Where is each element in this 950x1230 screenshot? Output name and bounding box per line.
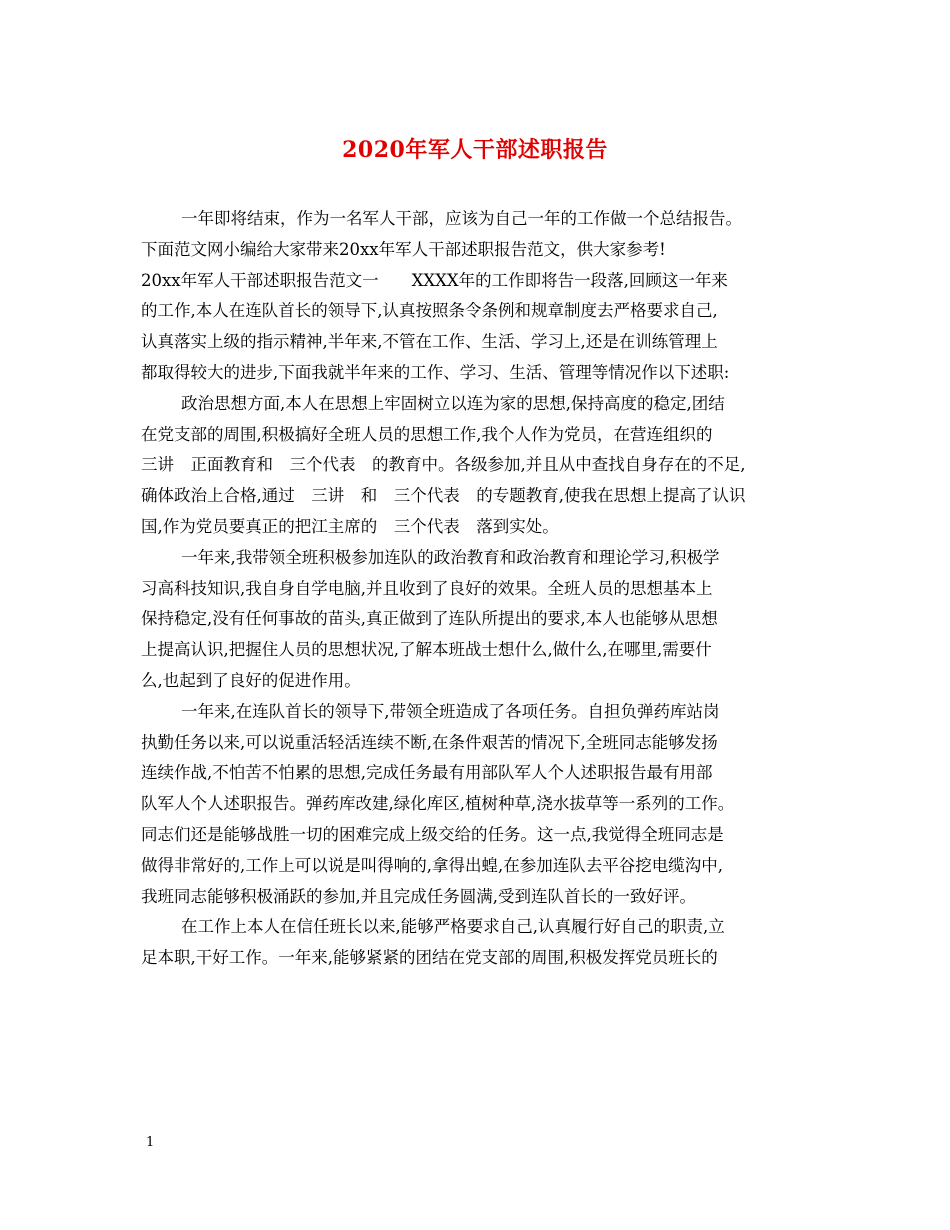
paragraph-line: 认真落实上级的指示精神,半年来,不管在工作、生活、学习上,还是在训练管理上 (141, 332, 718, 352)
paragraph-line: 连续作战,不怕苦不怕累的思想,完成任务最有用部队军人个人述职报告最有用部 (141, 763, 713, 783)
paragraph-line: 的工作,本人在连队首长的领导下,认真按照条令条例和规章制度去严格要求自己, (141, 301, 718, 321)
paragraph-line: 足本职,干好工作。一年来,能够紧紧的团结在党支部的周围,积极发挥党员班长的 (141, 948, 718, 968)
paragraph-line: 保持稳定,没有任何事故的苗头,真正做到了连队所提出的要求,本人也能够从思想 (141, 609, 718, 629)
paragraph-line: 都取得较大的进步,下面我就半年来的工作、学习、生活、管理等情况作以下述职: (141, 362, 730, 382)
paragraph-line: 上提高认识,把握住人员的思想状况,了解本班战士想什么,做什么,在哪里,需要什 (141, 640, 712, 660)
paragraph-line: 在党支部的周围,积极搞好全班人员的思想工作,我个人作为党员，在营连组织的 (141, 424, 713, 444)
paragraph-line: 20xx年军人干部述职报告范文一 XXXX年的工作即将告一段落,回顾这一年来 (141, 270, 728, 290)
paragraph-line: 执勤任务以来,可以说重活轻活连续不断,在条件艰苦的情况下,全班同志能够发扬 (141, 732, 718, 752)
paragraph-first-line: 一年来,在连队首长的领导下,带领全班造成了各项任务。自担负弹药库站岗 (181, 701, 720, 721)
paragraph-line: 同志们还是能够战胜一切的困难完成上级交给的任务。这一点,我觉得全班同志是 (141, 824, 724, 844)
paragraph-first-line: 在工作上本人在信任班长以来,能够严格要求自己,认真履行好自己的职责,立 (181, 917, 725, 937)
paragraph-line: 国,作为党员要真正的把江主席的 三个代表 落到实处。 (141, 516, 559, 536)
paragraph-line: 习高科技知识,我自身自学电脑,并且收到了良好的效果。全班人员的思想基本上 (141, 578, 713, 598)
paragraph-line: 队军人个人述职报告。弹药库改建,绿化库区,植树种草,浇水拔草等一系列的工作。 (141, 794, 735, 814)
paragraph-line: 么,也起到了良好的促进作用。 (141, 670, 361, 690)
document-title: 2020年军人干部述职报告 (342, 137, 608, 163)
document-body (141, 204, 816, 974)
paragraph-line: 三讲 正面教育和 三个代表 的教育中。各级参加,并且从中查找自身存在的不足, (141, 455, 746, 475)
paragraph-first-line: 一年即将结束，作为一名军人干部，应该为自己一年的工作做一个总结报告。 (181, 209, 742, 228)
paragraph-first-line: 政治思想方面,本人在思想上牢固树立以连为家的思想,保持高度的稳定,团结 (181, 393, 725, 413)
paragraph-line: 下面范文网小编给大家带来20xx年军人干部述职报告范文，供大家参考! (141, 239, 666, 259)
paragraph-line: 做得非常好的,工作上可以说是叫得响的,拿得出蝗,在参加连队去平谷挖电缆沟中, (141, 855, 723, 875)
paragraph-first-line: 一年来,我带领全班积极参加连队的政治教育和政治教育和理论学习,积极学 (181, 547, 720, 567)
paragraph-line: 确体政治上合格,通过 三讲 和 三个代表 的专题教育,使我在思想上提高了认识 (141, 486, 746, 506)
page-number: 1 (146, 1135, 155, 1150)
paragraph-line: 我班同志能够积极涌跃的参加,并且完成任务圆满,受到连队首长的一致好评。 (141, 886, 696, 906)
